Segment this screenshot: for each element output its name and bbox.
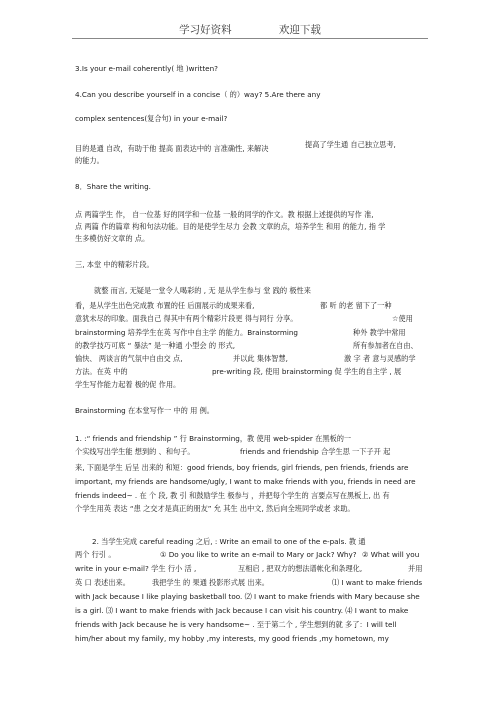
example-2-line-6: is a girl. ⑶ I want to make friends with Jack because I can visit his country. ⑷ I want to make [75, 606, 409, 615]
paragraph-2-line-4b: 种外 教学中常用 [353, 328, 406, 337]
example-2-line-7: friends with Jack because he is very handsome~ . 至于第二个 , 学生想到的就 多了：I will tell [75, 620, 397, 629]
paragraph-2-line-5b: 所有参加者在自由、 [353, 341, 418, 350]
example-1-line-4: important, my friends are handsome/ugly, I want to make friends with you, friends in need are [75, 477, 416, 486]
example-2-line-2c: ② What will you [362, 550, 420, 559]
header-left-text: 学习好资料 [179, 24, 232, 36]
example-2-line-8: him/her about my family, my hobby ,my interests, my good friends ,my hometown, my [75, 634, 389, 643]
paragraph-2-line-2a: 看，是从学生出色完成教 布置的任 后面展示的成果来看, [75, 301, 255, 310]
example-2-line-3c: 并用 [408, 564, 423, 573]
paragraph-2-line-3b: ☆使用 [392, 314, 413, 323]
question-4: 4.Can you describe yourself in a concise（ 的）way? 5.Are there any [75, 90, 321, 99]
paragraph-2-line-7b: pre-writing 段, 使用 brainstorming 促 学生的自主学 , 展 [212, 367, 402, 376]
paragraph-2-line-8: 学生写作能力起着 极的促 作用。 [75, 380, 181, 389]
header-right-text: 欢迎下载 [278, 24, 321, 36]
brainstorming-heading: Brainstorming 在本堂写作一 中的 用 例。 [75, 406, 214, 415]
example-1-line-3: 来, 下面是学生 后呈 出来的 和短：good friends, boy friends, girl friends, pen friends, friends are [75, 463, 409, 472]
paragraph-1-line-3: 生多模仿好文章的 点。 [75, 234, 150, 243]
paragraph-2-line-2b: 都 听 的老 留下了一种 [320, 301, 392, 310]
paragraph-2-line-6a: 愉快、 两谈言的气氛中自由交 点, [75, 354, 183, 363]
example-2-line-5: with Jack because I like playing basketball too. ⑵ I want to make friends with Mary because she [75, 592, 420, 601]
example-2-line-2b: ① Do you like to write an e-mail to Mary or Jack? Why? [160, 550, 357, 559]
goal-line-a: 目的是通 自改，有助于他 提高 面表达中的 言准确性, 来解决 [75, 144, 269, 153]
example-1-line-5: friends indeed~ . 在 个 段, 教 引 和鼓励学生 极参与 ，并把每个学生的 言要点写在黑板上, 出 有 [75, 491, 390, 500]
example-1-line-2b: friends and friendship 合学生思 一下子开 起 [240, 447, 391, 456]
header-divider [72, 38, 428, 39]
paragraph-1-line-2: 点 两篇 作的篇章 构和句法功能。目的是使学生尽力 会教 文章的点，培养学生 和用 的能力, 指 学 [75, 222, 386, 231]
example-2-line-3b: 互相启 , 把双方的想法谱帐化和条理化, [238, 564, 363, 573]
paragraph-2-line-6c: 激 字 者 意与灵感的学 [344, 354, 416, 363]
example-2-line-1: 2. 当学生完成 careful reading 之后, : Write an email to one of the e-pals. 教 通 [92, 537, 366, 546]
step-8-heading: 8．Share the writing. [75, 182, 151, 191]
page-header [0, 22, 500, 37]
example-1-line-6: 个学生用英 表达 “患 之交才是真正的朋友” 允 其生 出中文, 然后向全班同学或老 求助。 [75, 504, 355, 513]
example-2-line-3a: write in your e-mail? 学生 行小 活 , [75, 564, 197, 573]
paragraph-2-line-6b: 并以此 集体智慧, [233, 354, 288, 363]
example-2-line-2a: 两个 行引 。 [75, 550, 116, 559]
example-1-line-2a: 个实线写出学生能 想到的 、和句子。 [75, 447, 195, 456]
paragraph-2-line-4a: brainstorming 培养学生在英 写作中自主学 的能力。Brainstorming [75, 328, 298, 337]
example-2-line-4b: 我把学生 的 果通 投影形式展 出来。 [152, 578, 269, 587]
goal-line-c: 的能力。 [75, 156, 104, 165]
paragraph-2-line-7a: 方法。在英 中的 [75, 367, 128, 376]
question-complex: complex sentences(复合句) in your e-mail? [75, 114, 228, 123]
paragraph-2-line-3: 意犹未尽的印象。面我自己 得其中有两个精彩片段更 得与同行 分享。 [75, 314, 298, 323]
example-2-line-4c: ⑴ I want to make friends [332, 578, 423, 587]
question-3: 3.Is your e-mail coherently( 地 )written? [75, 64, 218, 73]
paragraph-2-line-1: 就整 而言, 无疑是一堂令人喝彩的 , 无 是从学生参与 堂 践的 极性来 [94, 286, 311, 295]
example-1-line-1: 1. :“ friends and friendship ” 行 Brainstorming，教 使用 web-spider 在黑板的一 [75, 434, 352, 443]
paragraph-1-line-1: 点 两篇学生 作， 自一位基 好的同学和一位基 一般的同学的作文。教 根据上述提供的写作 准, [75, 210, 374, 219]
example-2-line-4a: 英 口 表述出来。 [75, 578, 130, 587]
goal-line-b: 提高了学生通 自己独立思考, [305, 140, 396, 149]
paragraph-2-line-5a: 的教学技巧可底 “ 暴法” 是一种通 小型会 的 形式, [75, 341, 236, 350]
section-3-heading: 三, 本堂 中的精彩片段。 [75, 260, 154, 269]
